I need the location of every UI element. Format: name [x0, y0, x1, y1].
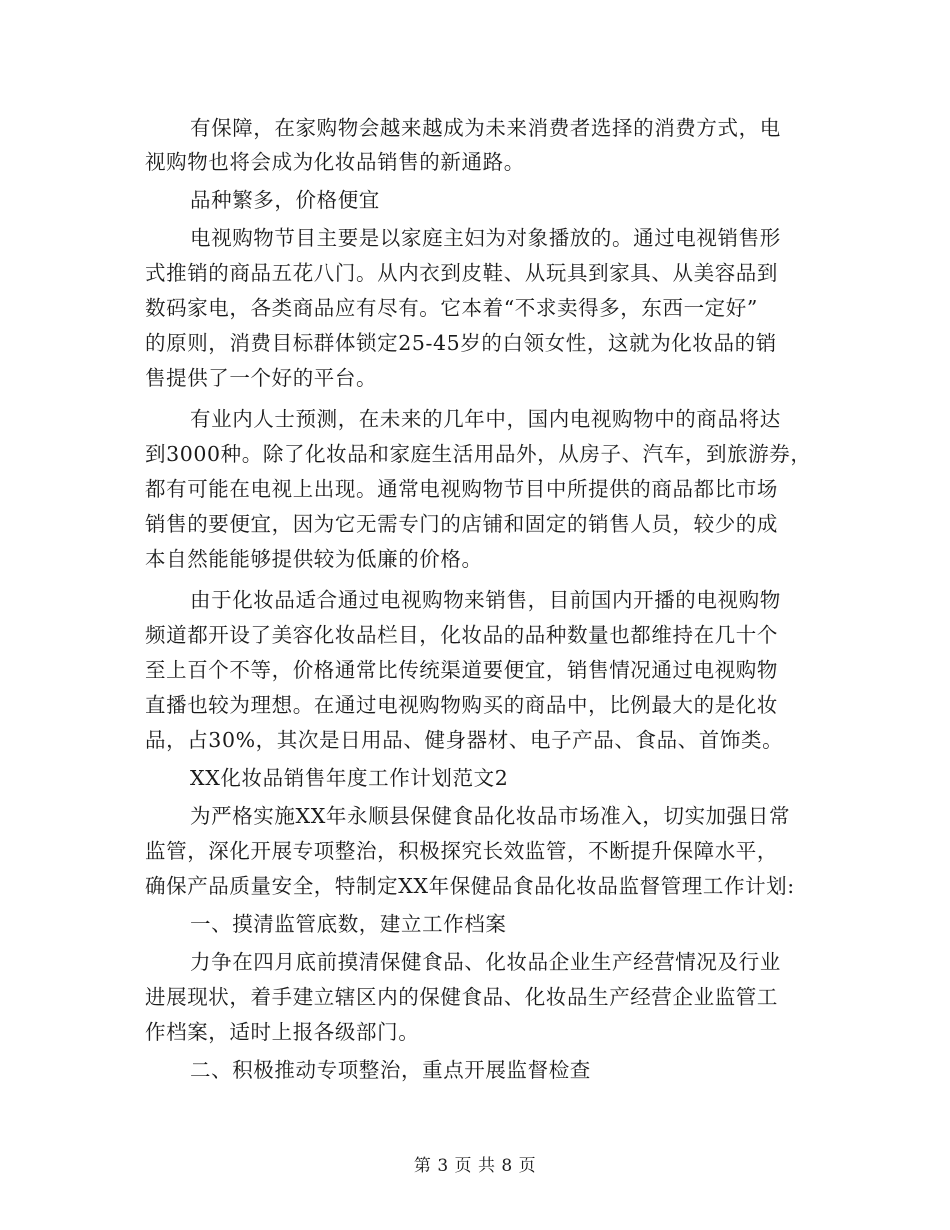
text-line: 有业内人士预测，在未来的几年中，国内电视购物中的商品将达 — [190, 407, 781, 431]
section-heading: 品种繁多，价格便宜 — [190, 188, 380, 212]
text-line: 的原则，消费目标群体锁定25-45岁的白领女性，这就为化妆品的销 — [145, 331, 777, 355]
text-line: 至上百个不等，价格通常比传统渠道要便宜，销售情况通过电视购物 — [145, 658, 778, 682]
text-line: 销售的要便宜，因为它无需专门的店铺和固定的销售人员，较少的成 — [145, 512, 778, 536]
text-line: 由于化妆品适合通过电视购物来销售，目前国内开播的电视购物 — [190, 588, 781, 612]
text-line: 进展现状，着手建立辖区内的保健食品、化妆品生产经营企业监管工 — [145, 985, 778, 1009]
text-line: 都有可能在电视上出现。通常电视购物节目中所提供的商品都比市场 — [145, 477, 778, 501]
text-line: 有保障，在家购物会越来越成为未来消费者选择的消费方式，电 — [190, 116, 781, 140]
text-line: 力争在四月底前摸清保健食品、化妆品企业生产经营情况及行业 — [190, 950, 781, 974]
text-line: 电视购物节目主要是以家庭主妇为对象播放的。通过电视销售形 — [190, 226, 781, 250]
page-number-footer: 第 3 页 共 8 页 — [413, 1156, 537, 1176]
text-line: 视购物也将会成为化妆品销售的新通路。 — [145, 150, 525, 174]
text-line: 到3000种。除了化妆品和家庭生活用品外，从房子、汽车，到旅游券， — [145, 442, 812, 466]
text-line: 数码家电，各类商品应有尽有。它本着“不求卖得多，东西一定好” — [145, 296, 758, 320]
text-line: 式推销的商品五花八门。从内衣到皮鞋、从玩具到家具、从美容品到 — [145, 261, 778, 285]
text-line: 确保产品质量安全，特制定XX年保健品食品化妆品监督管理工作计划: — [145, 874, 795, 898]
text-line: 为严格实施XX年永顺县保健食品化妆品市场准入，切实加强日常 — [190, 804, 791, 828]
text-line: 作档案，适时上报各级部门。 — [145, 1020, 420, 1044]
text-line: 本自然能能够提供较为低廉的价格。 — [145, 547, 483, 571]
text-line: 直播也较为理想。在通过电视购物购买的商品中，比例最大的是化妆 — [145, 693, 778, 717]
section-heading: 一、摸清监管底数，建立工作档案 — [190, 912, 507, 936]
text-line: 频道都开设了美容化妆品栏目，化妆品的品种数量也都维持在几十个 — [145, 623, 778, 647]
section-heading: XX化妆品销售年度工作计划范文2 — [190, 766, 509, 790]
text-line: 监管，深化开展专项整治，积极探究长效监管，不断提升保障水平， — [145, 839, 778, 863]
section-heading: 二、积极推动专项整治，重点开展监督检查 — [190, 1058, 591, 1082]
text-line: 品，占30%，其次是日用品、健身器材、电子产品、食品、首饰类。 — [145, 728, 784, 752]
text-line: 售提供了一个好的平台。 — [145, 366, 378, 390]
